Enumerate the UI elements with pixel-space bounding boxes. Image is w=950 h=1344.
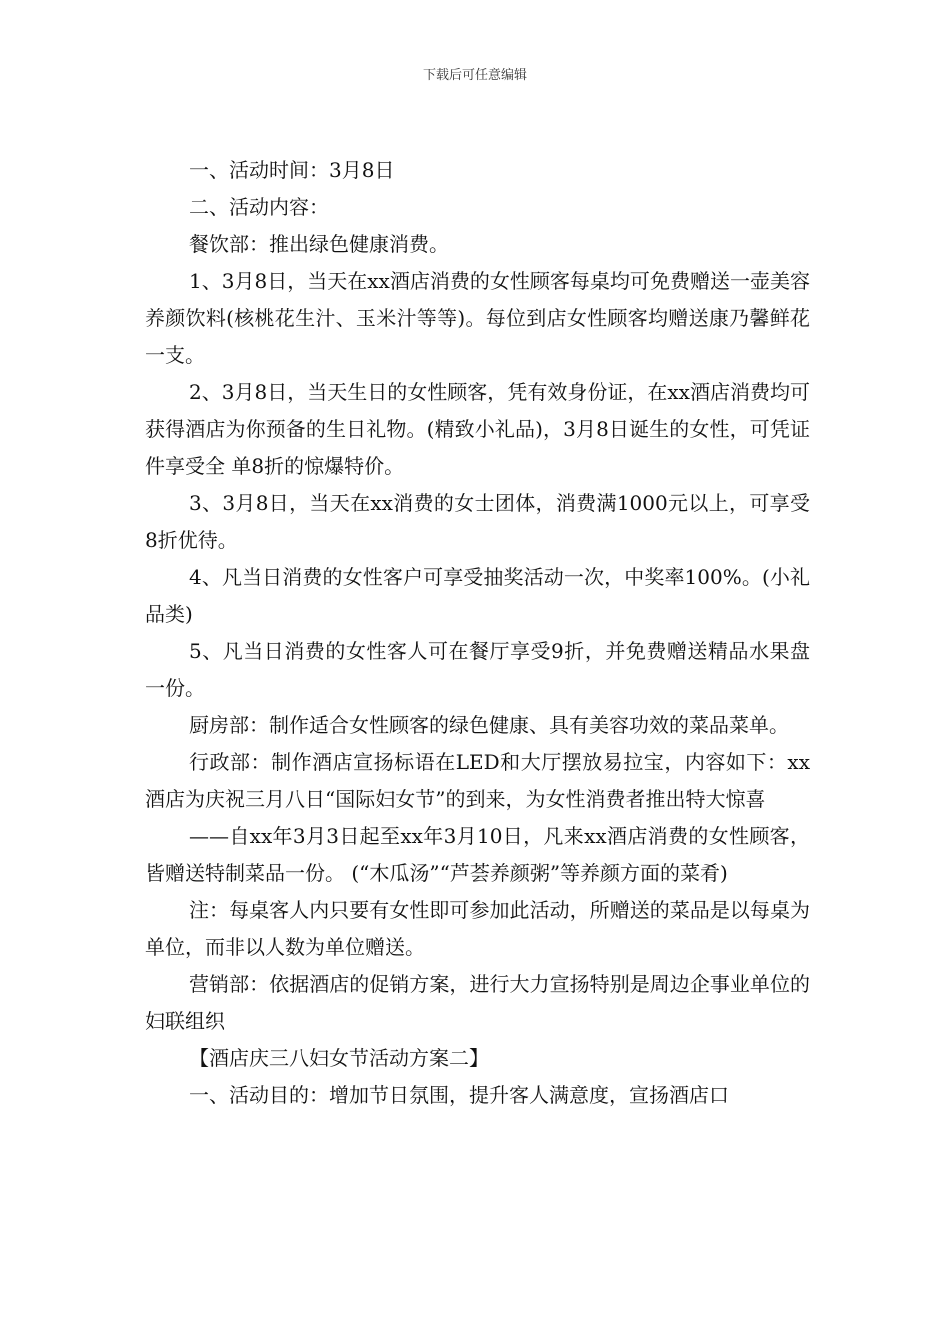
paragraph-item-5: 5、凡当日消费的女性客人可在餐厅享受9折，并免费赠送精品水果盘一份。 (145, 639, 810, 700)
paragraph-admin-dept: 行政部：制作酒店宣扬标语在LED和大厅摆放易拉宝，内容如下：xx酒店为庆祝三月八日“国际妇女节”的到来，为女性消费者推出特大惊喜 (145, 750, 810, 811)
paragraph-marketing-dept: 营销部：依据酒店的促销方案，进行大力宣扬特别是周边企事业单位的妇联组织 (145, 972, 810, 1033)
paragraph-item-3: 3、3月8日，当天在xx消费的女士团体，消费满1000元以上，可享受8折优待。 (145, 491, 810, 552)
paragraph-activity-time: 一、活动时间：3月8日 (189, 158, 395, 182)
paragraph-activity-content: 二、活动内容： (189, 195, 329, 219)
paragraph-item-2: 2、3月8日，当天生日的女性顾客，凭有效身份证，在xx酒店消费均可获得酒店为你预备的生日礼物。(精致小礼品)，3月8日诞生的女性，可凭证件享受全 单8折的惊爆特价。 (145, 380, 810, 478)
paragraph-kitchen-dept: 厨房部：制作适合女性顾客的绿色健康、具有美容功效的菜品菜单。 (189, 713, 789, 737)
document-body (145, 152, 810, 1114)
paragraph-promotion-dates: ——自xx年3月3日起至xx年3月10日，凡来xx酒店消费的女性顾客，皆赠送特制菜品一份。 (“木瓜汤”“芦荟养颜粥”等养颜方面的菜肴) (145, 824, 810, 885)
page-header: 下载后可任意编辑 (422, 68, 527, 83)
paragraph-activity-goal: 一、活动目的：增加节日氛围，提升客人满意度，宣扬酒店口 (189, 1083, 729, 1107)
paragraph-note: 注：每桌客人内只要有女性即可参加此活动，所赠送的菜品是以每桌为单位，而非以人数为单位赠送。 (145, 898, 810, 959)
paragraph-plan-two-title: 【酒店庆三八妇女节活动方案二】 (189, 1046, 489, 1070)
paragraph-item-1: 1、3月8日，当天在xx酒店消费的女性顾客每桌均可免费赠送一壶美容养颜饮料(核桃花生汁、玉米汁等等)。每位到店女性顾客均赠送康乃馨鲜花一支。 (145, 269, 810, 367)
paragraph-catering-dept: 餐饮部：推出绿色健康消费。 (189, 232, 449, 256)
paragraph-item-4: 4、凡当日消费的女性客户可享受抽奖活动一次，中奖率100%。(小礼品类) (145, 565, 810, 626)
